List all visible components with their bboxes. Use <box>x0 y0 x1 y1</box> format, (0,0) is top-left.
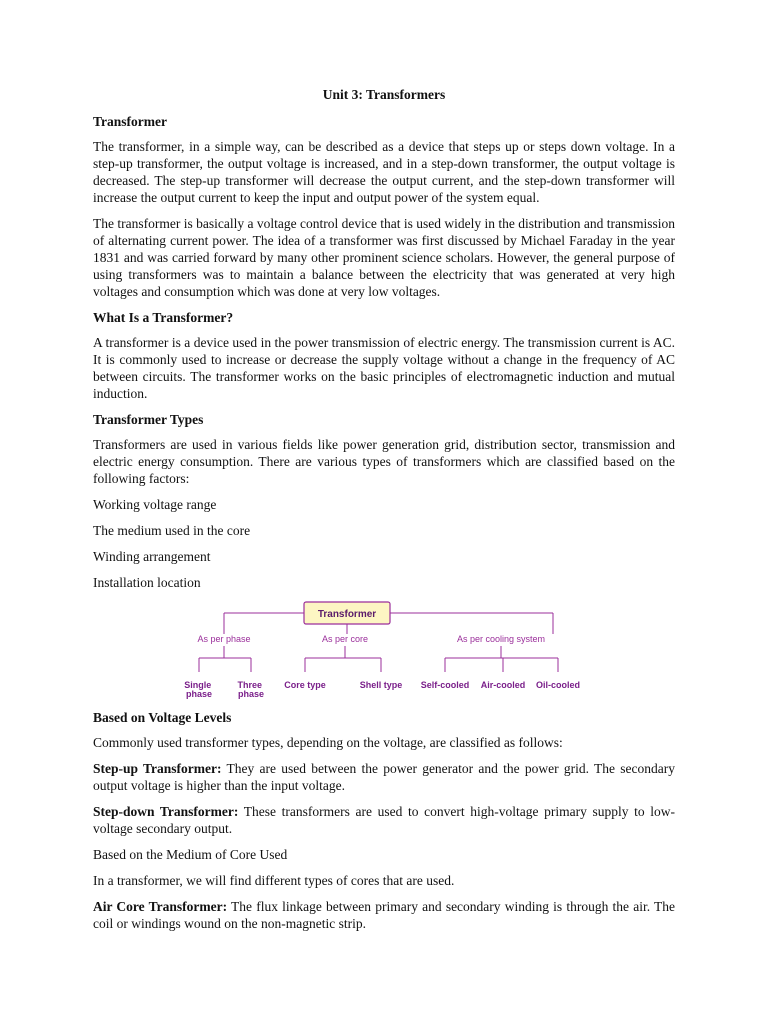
factor-item: Winding arrangement <box>93 549 211 564</box>
paragraph-voltage-levels: Commonly used transformer types, depending on the voltage, are classified as follows: <box>93 735 563 750</box>
section-heading-voltage-levels: Based on Voltage Levels <box>93 710 232 725</box>
air-core-lead: Air Core Transformer: <box>93 899 228 914</box>
diagram-leaf-self-cooled: Self-cooled <box>420 680 470 690</box>
diagram-branch-core: As per core <box>321 634 369 644</box>
diagram-leaf-air-cooled: Air-cooled <box>480 680 526 690</box>
diagram-leaf-three-phase <box>237 680 264 699</box>
step-down-text: These transformers are used to convert high-voltage primary supply to low-voltage secondary output. <box>93 804 675 836</box>
section-heading-transformer: Transformer <box>93 114 167 129</box>
diagram-leaf-line: phase <box>237 689 265 699</box>
diagram-leaf-core-type: Core type <box>284 680 326 690</box>
paragraph-transformer-1: The transformer, in a simple way, can be described as a device that steps up or steps down voltage. In a step-up transformer, the output voltage is increased, and in a step-down transformer, the output voltage is decreased. The step-up transformer will decrease the output current, and the step-down transformer will increase the output current to keep the input and output power of the system equal. <box>93 139 675 205</box>
diagram-leaf-line: phase <box>185 689 213 699</box>
paragraph-core-medium: In a transformer, we will find different types of cores that are used. <box>93 873 455 888</box>
paragraph-step-down <box>93 803 675 837</box>
air-core-text: The flux linkage between primary and secondary winding is through the air. The coil or windings wound on the non-magnetic strip. <box>93 899 676 931</box>
paragraph-types: Transformers are used in various fields like power generation grid, distribution sector, transmission and electric energy consumption. There are various types of transformers which are classified based on the following factors: <box>93 437 675 486</box>
factor-item: Working voltage range <box>93 497 217 512</box>
diagram-leaf-shell-type: Shell type <box>359 680 403 690</box>
factor-item: Installation location <box>93 575 201 590</box>
paragraph-what-is: A transformer is a device used in the power transmission of electric energy. The transmission current is AC. It is commonly used to increase or decrease the supply voltage without a change in the frequency of AC between circuits. The transformer works on the basic principles of electromagnetic induction and mutual induction. <box>93 335 675 401</box>
document-page <box>93 86 675 941</box>
factor-item: The medium used in the core <box>93 523 251 538</box>
diagram-svg <box>93 600 675 704</box>
diagram-leaf-oil-cooled: Oil-cooled <box>535 680 581 690</box>
paragraph-air-core <box>93 898 675 932</box>
paragraph-transformer-2: The transformer is basically a voltage control device that is used widely in the distribution and transmission of alternating current power. The idea of a transformer was first discussed by Michael Faraday in the year 1831 and was carried forward by many other prominent science scholars. However, the general purpose of using transformers was to maintain a balance between the electricity that was generated at very high voltages and consumption which was done at very low voltages. <box>93 216 675 299</box>
diagram-leaf-line: Three <box>237 680 262 690</box>
section-heading-what-is: What Is a Transformer? <box>93 310 234 325</box>
diagram-leaf-line: Single <box>184 680 212 690</box>
subheading-core-medium: Based on the Medium of Core Used <box>93 847 288 862</box>
section-heading-types: Transformer Types <box>93 412 204 427</box>
diagram-branch-phase: As per phase <box>197 634 251 644</box>
step-up-text: They are used between the power generator and the power grid. The secondary output voltage is higher than the input voltage. <box>93 761 675 793</box>
transformer-classification-diagram <box>93 600 675 704</box>
step-down-lead: Step-down Transformer: <box>93 804 239 819</box>
paragraph-step-up <box>93 760 675 794</box>
diagram-root-label: Transformer <box>317 609 377 620</box>
diagram-branch-cooling: As per cooling system <box>456 634 546 644</box>
page-title: Unit 3: Transformers <box>322 87 446 102</box>
step-up-lead: Step-up Transformer: <box>93 761 222 776</box>
diagram-leaf-single-phase <box>184 680 214 699</box>
